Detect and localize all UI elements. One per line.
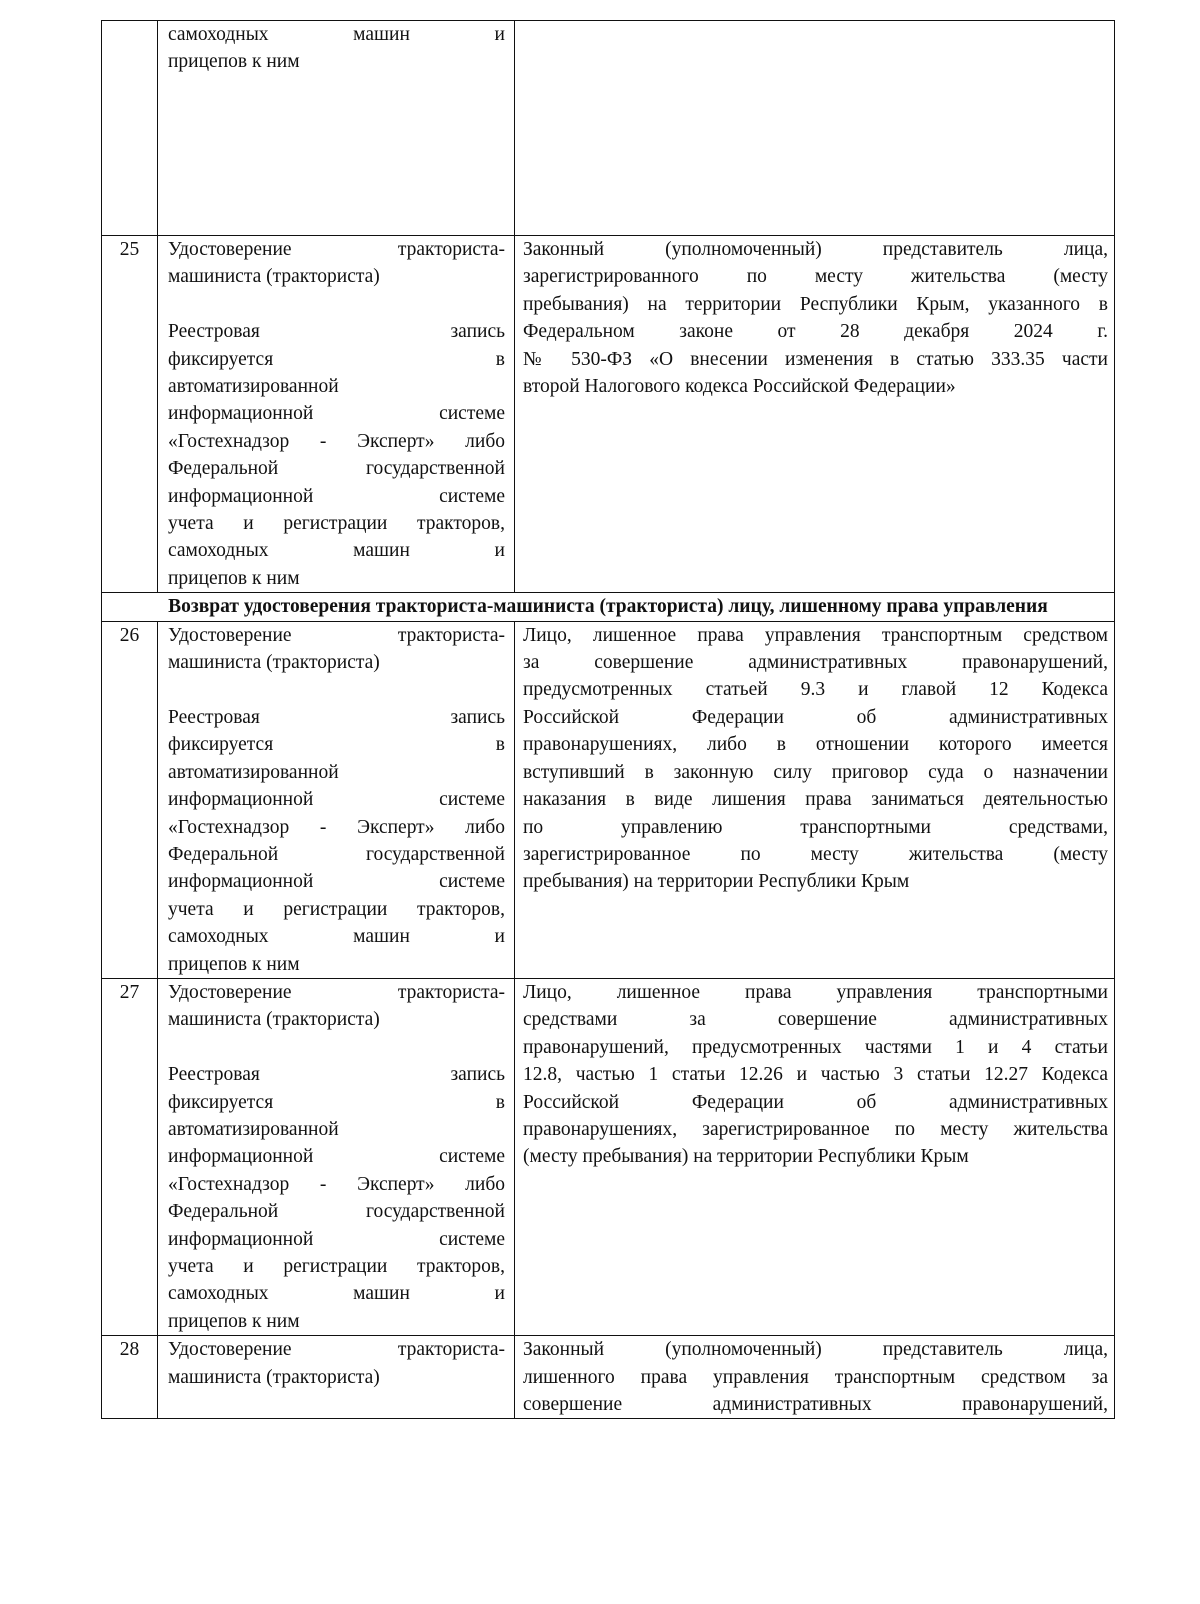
document-cell xyxy=(158,21,515,236)
table-row xyxy=(102,236,1115,593)
text-line: Федеральной государственной xyxy=(168,458,505,480)
text-line: совершение административных правонарушений, xyxy=(523,1394,1108,1416)
text-line: самоходных машин и xyxy=(168,24,505,45)
text-line: прицепов к ним xyxy=(168,1310,300,1332)
text-line: Федеральной государственной xyxy=(168,1201,505,1223)
row-number xyxy=(102,21,158,236)
text-line: фиксируется в xyxy=(168,348,505,370)
text-line: правонарушениях, зарегистрированное по месту жительства xyxy=(523,1118,1108,1140)
text-line: информационной системе xyxy=(168,871,505,893)
document-page xyxy=(101,20,1115,1419)
text-line: самоходных машин и xyxy=(168,926,505,948)
text-line: за совершение административных правонарушений, xyxy=(523,652,1108,674)
text-line: учета и регистрации тракторов, xyxy=(168,898,505,920)
text-line: информационной системе xyxy=(168,403,505,425)
text-line: Российской Федерации об административных xyxy=(523,1091,1108,1113)
text-line: информационной системе xyxy=(168,789,505,811)
text-line: «Гостехнадзор - Эксперт» либо xyxy=(168,816,505,838)
text-line: информационной системе xyxy=(168,485,505,507)
table-row xyxy=(102,21,1115,236)
text-line: Лицо, лишенное права управления транспортным средством xyxy=(523,624,1108,646)
paragraph-gap xyxy=(168,676,505,703)
text-line: учета и регистрации тракторов, xyxy=(168,513,505,535)
text-line: прицепов к ним xyxy=(168,51,300,73)
text-line: Реестровая запись xyxy=(168,706,505,728)
text-line: № 530-ФЗ «О внесении изменения в статью 333.35 части xyxy=(523,348,1108,370)
text-line: зарегистрированного по месту жительства (месту xyxy=(523,266,1108,288)
section-heading: Возврат удостоверения тракториста-машиниста (тракториста) лицу, лишенному права управления xyxy=(102,593,1115,621)
text-line: Удостоверение тракториста- xyxy=(168,1339,505,1361)
text-line: Российской Федерации об административных xyxy=(523,706,1108,728)
text-line: правонарушений, предусмотренных частями 1 и 4 статьи xyxy=(523,1036,1108,1058)
document-cell xyxy=(158,621,515,978)
services-table xyxy=(101,20,1115,1419)
document-cell xyxy=(158,236,515,593)
text-line: Законный (уполномоченный) представитель лица, xyxy=(523,1339,1108,1361)
text-line: предусмотренных статьей 9.3 и главой 12 Кодекса xyxy=(523,679,1108,701)
text-line: правонарушениях, либо в отношении которого имеется xyxy=(523,734,1108,756)
text-line: второй Налогового кодекса Российской Федерации» xyxy=(523,376,956,398)
text-line: учета и регистрации тракторов, xyxy=(168,1255,505,1277)
text-line: самоходных машин и xyxy=(168,1283,505,1305)
text-line: лишенного права управления транспортным средством за xyxy=(523,1366,1108,1388)
text-line: Удостоверение тракториста- xyxy=(168,624,505,646)
text-line: Федеральном законе от 28 декабря 2024 г. xyxy=(523,321,1108,343)
text-line: фиксируется в xyxy=(168,1091,505,1113)
row-number: 26 xyxy=(102,621,158,978)
applicant-cell xyxy=(515,621,1115,978)
text-line: автоматизированной xyxy=(168,1118,339,1140)
text-line: Реестровая запись xyxy=(168,1064,505,1086)
row-number: 27 xyxy=(102,978,158,1335)
table-body xyxy=(102,21,1115,1419)
text-line: 12.8, частью 1 статьи 12.26 и частью 3 статьи 12.27 Кодекса xyxy=(523,1064,1108,1086)
table-row xyxy=(102,978,1115,1335)
text-line: вступивший в законную силу приговор суда о назначении xyxy=(523,761,1108,783)
applicant-cell xyxy=(515,1336,1115,1419)
text-line: пребывания) на территории Республики Крым, указанного в xyxy=(523,293,1108,315)
text-line: машиниста (тракториста) xyxy=(168,266,380,288)
applicant-cell xyxy=(515,21,1115,236)
text-line: машиниста (тракториста) xyxy=(168,652,380,674)
text-line: «Гостехнадзор - Эксперт» либо xyxy=(168,1173,505,1195)
text-line: автоматизированной xyxy=(168,761,339,783)
text-line: Законный (уполномоченный) представитель лица, xyxy=(523,239,1108,260)
text-line: машиниста (тракториста) xyxy=(168,1366,380,1388)
text-line: наказания в виде лишения права заниматься деятельностью xyxy=(523,789,1108,811)
text-line: Удостоверение тракториста- xyxy=(168,981,505,1003)
paragraph-gap xyxy=(168,1034,505,1061)
document-cell xyxy=(158,978,515,1335)
text-line: прицепов к ним xyxy=(168,953,300,975)
section-row xyxy=(102,593,1115,621)
text-line: пребывания) на территории Республики Крым xyxy=(523,871,910,893)
text-line: Удостоверение тракториста- xyxy=(168,239,505,260)
text-line: по управлению транспортными средствами, xyxy=(523,816,1108,838)
document-cell xyxy=(158,1336,515,1419)
paragraph-gap xyxy=(168,291,505,318)
text-line: машиниста (тракториста) xyxy=(168,1009,380,1031)
row-number: 28 xyxy=(102,1336,158,1419)
text-line: Федеральной государственной xyxy=(168,843,505,865)
table-row xyxy=(102,621,1115,978)
applicant-cell xyxy=(515,978,1115,1335)
text-line: средствами за совершение административных xyxy=(523,1009,1108,1031)
text-line: информационной системе xyxy=(168,1228,505,1250)
text-line: фиксируется в xyxy=(168,734,505,756)
text-line: Реестровая запись xyxy=(168,321,505,343)
text-line: Лицо, лишенное права управления транспортными xyxy=(523,981,1108,1003)
text-line: информационной системе xyxy=(168,1146,505,1168)
text-line: зарегистрированное по месту жительства (месту xyxy=(523,843,1108,865)
text-line: (месту пребывания) на территории Республики Крым xyxy=(523,1146,969,1168)
text-line: автоматизированной xyxy=(168,376,339,398)
applicant-cell xyxy=(515,236,1115,593)
row-number: 25 xyxy=(102,236,158,593)
text-line: «Гостехнадзор - Эксперт» либо xyxy=(168,430,505,452)
text-line: самоходных машин и xyxy=(168,540,505,562)
text-line: прицепов к ним xyxy=(168,567,300,589)
table-row xyxy=(102,1336,1115,1419)
